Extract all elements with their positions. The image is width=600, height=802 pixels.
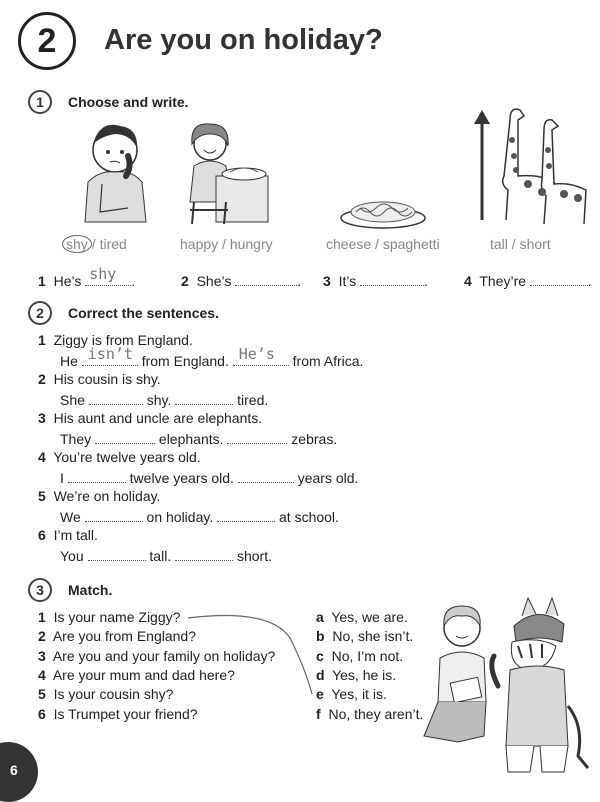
- answer-blank[interactable]: He’s: [233, 351, 289, 366]
- option-cheese-spaghetti: cheese / spaghetti: [326, 236, 440, 252]
- ex1-item-4: 4 They’re .: [464, 273, 592, 289]
- ex2-question-6: 6 I’m tall.: [38, 527, 98, 543]
- spaghetti-illustration: [338, 190, 428, 230]
- ex2-question-4: 4 You’re twelve years old.: [38, 449, 201, 465]
- ex1-item-3: 3 It’s .: [323, 273, 428, 289]
- answer-blank[interactable]: [89, 390, 143, 405]
- ex1-item-2: 2 She’s .: [181, 273, 302, 289]
- ex2-answer-2: She shy. tired.: [60, 392, 269, 408]
- answer-blank[interactable]: isn’t: [82, 351, 138, 366]
- match-question-4: 4 Are your mum and dad here?: [38, 667, 235, 683]
- answer-blank[interactable]: shy: [85, 271, 131, 286]
- match-answer-c: c No, I’m not.: [316, 648, 404, 664]
- section-2-number: 2: [28, 301, 52, 325]
- answer-blank[interactable]: [88, 546, 146, 561]
- shy-boy-illustration: [60, 112, 160, 228]
- match-answer-f: f No, they aren’t.: [316, 706, 424, 722]
- option-shy-tired: shy / tired: [62, 236, 127, 252]
- answer-blank[interactable]: [217, 507, 275, 522]
- ex1-item-1: 1 He’s shy .: [38, 265, 136, 289]
- section-2-title: Correct the sentences.: [68, 305, 219, 321]
- ex2-answer-4: I twelve years old. years old.: [60, 470, 359, 486]
- match-answer-d: d Yes, he is.: [316, 667, 397, 683]
- answer-blank[interactable]: [175, 390, 233, 405]
- ex2-question-3: 3 His aunt and uncle are elephants.: [38, 410, 263, 426]
- boy-and-zebra-illustration: [418, 596, 598, 782]
- answer-blank[interactable]: [530, 271, 588, 286]
- answer-blank[interactable]: [68, 468, 126, 483]
- match-answer-b: b No, she isn’t.: [316, 628, 414, 644]
- ex2-answer-3: They elephants. zebras.: [60, 431, 338, 447]
- page-number-badge: [0, 742, 38, 802]
- answer-blank[interactable]: [360, 271, 424, 286]
- hungry-girl-illustration: [172, 120, 272, 228]
- section-3-title: Match.: [68, 582, 113, 598]
- ex2-question-2: 2 His cousin is shy.: [38, 371, 161, 387]
- unit-number-badge: [18, 12, 76, 70]
- page-title: Are you on holiday?: [104, 24, 383, 56]
- answer-blank[interactable]: [227, 429, 287, 444]
- section-1-title: Choose and write.: [68, 94, 189, 110]
- ex2-answer-1: He isn’t from England. He’s from Africa.: [60, 345, 364, 369]
- page-number: 6: [10, 762, 18, 778]
- option-happy-hungry: happy / hungry: [180, 236, 273, 252]
- ex2-question-1: 1 Ziggy is from England.: [38, 332, 193, 348]
- match-question-6: 6 Is Trumpet your friend?: [38, 706, 198, 722]
- match-question-5: 5 Is your cousin shy?: [38, 686, 174, 702]
- answer-blank[interactable]: [85, 507, 143, 522]
- answer-blank[interactable]: [238, 468, 294, 483]
- answer-blank[interactable]: [175, 546, 233, 561]
- match-question-2: 2 Are you from England?: [38, 628, 197, 644]
- match-answer-a: a Yes, we are.: [316, 609, 408, 625]
- match-question-3: 3 Are you and your family on holiday?: [38, 648, 276, 664]
- section-3-number: 3: [28, 578, 52, 602]
- example-match-line: [180, 608, 320, 700]
- giraffes-illustration: [470, 100, 595, 228]
- option-tall-short: tall / short: [490, 236, 551, 252]
- section-1-number: 1: [28, 90, 52, 114]
- ex2-question-5: 5 We’re on holiday.: [38, 488, 161, 504]
- match-answer-e: e Yes, it is.: [316, 686, 387, 702]
- answer-blank[interactable]: [235, 271, 297, 286]
- match-question-1: 1 Is your name Ziggy?: [38, 609, 181, 625]
- answer-blank[interactable]: [95, 429, 155, 444]
- ex2-answer-5: We on holiday. at school.: [60, 509, 339, 525]
- unit-number: 2: [37, 21, 57, 60]
- ex2-answer-6: You tall. short.: [60, 548, 272, 564]
